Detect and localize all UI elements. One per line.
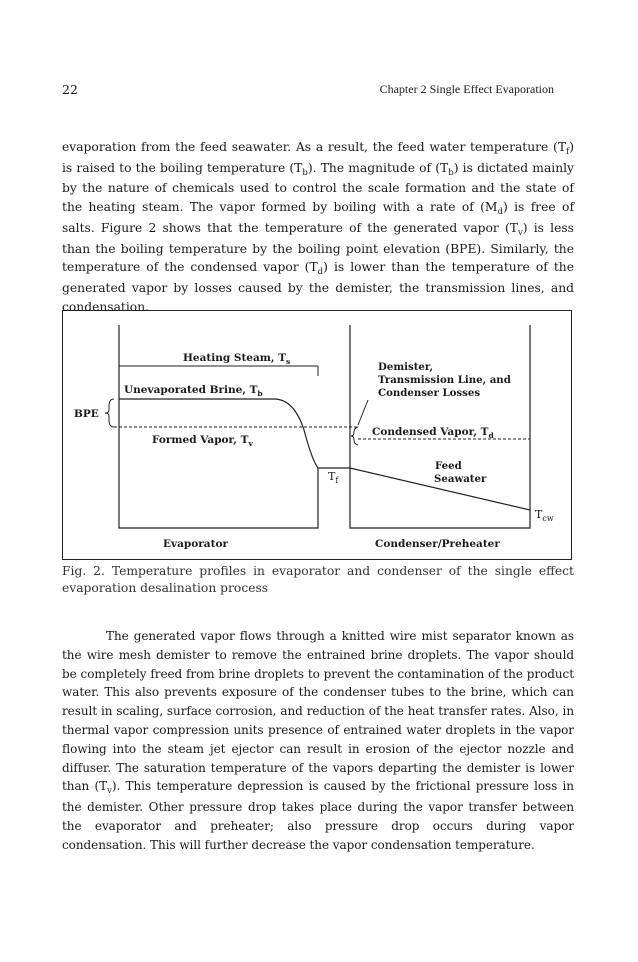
unevaporated-brine-label: Unevaporated Brine, $T_b$	[124, 384, 263, 398]
feed-label: Feed	[435, 460, 462, 472]
page-number: 22	[62, 82, 78, 97]
bpe-label: BPE	[74, 408, 99, 420]
evaporator-label: Evaporator	[163, 538, 228, 550]
demister-pointer	[358, 400, 368, 425]
demister-brace	[351, 427, 358, 445]
tcw-label: $T_{cw}$	[535, 508, 554, 523]
seawater-label: Seawater	[434, 473, 487, 485]
condenser-label: Condenser/Preheater	[375, 538, 500, 550]
tf-label: $T_f$	[328, 470, 339, 485]
demister-label-line2: Transmission Line, and	[378, 374, 511, 386]
temperature-profile-diagram	[62, 310, 572, 560]
figure-caption: Fig. 2. Temperature profiles in evaporator and condenser of the single effect evaporation desalination process	[62, 564, 574, 595]
page-header	[62, 82, 562, 102]
heating-steam-label: Heating Steam, $T_s$	[183, 352, 291, 366]
formed-vapor-label: Formed Vapor, $T_v$	[152, 434, 253, 448]
condensed-vapor-label: Condensed Vapor, $T_d$	[372, 426, 494, 440]
body-paragraph-2: The generated vapor flows through a knitted wire mist separator known as the wire mesh demister to remove the entrained brine droplets. The vapor should be completely freed from brine droplets to prevent the contamination of the product water. This also prevents exposure of the condenser tubes to the brine, which can result in scaling, surface corrosion, and reduction of the heat transfer rates. Also, in thermal vapor compression units presence of entrained water droplets in the vapor flowing into the steam jet ejector can result in erosion of the ejector nozzle and diffuser. The saturation temperature of the vapors departing the demister is lower than $(T_v)$. This temperature depression is caused by the frictional pressure loss in the demister. Other pressure drop takes place during the vapor transfer between the evaporator and preheater; also pressure drop occurs during vapor condensation. This will further decrease the vapor condensation temperature.	[62, 629, 574, 852]
demister-label-line3: Condenser Losses	[378, 387, 481, 399]
bpe-brace	[105, 399, 114, 427]
demister-label-line1: Demister,	[378, 361, 434, 373]
body-paragraph-1: evaporation from the feed seawater. As a result, the feed water temperature $(T_f)$ is raised to the boiling temperature $(T_b)$. The magnitude of $(T_b)$ is dictated mainly by the nature of chemicals used to control the scale formation and the state of the heating steam. The vapor formed by boiling with a rate of $(M_d)$ is free of salts. Figure 2 shows that the temperature of the generated vapor $(T_v)$ is less than the boiling temperature by the boiling point elevation (BPE). Similarly, the temperature of the condensed vapor $(T_d)$ is lower than the temperature of the generated vapor by losses caused by the demister, the transmission lines, and condensation.	[62, 140, 575, 314]
running-head: Chapter 2 Single Effect Evaporation	[379, 82, 554, 96]
temperature-profile-figure	[62, 310, 572, 560]
figure-frame	[63, 311, 572, 560]
